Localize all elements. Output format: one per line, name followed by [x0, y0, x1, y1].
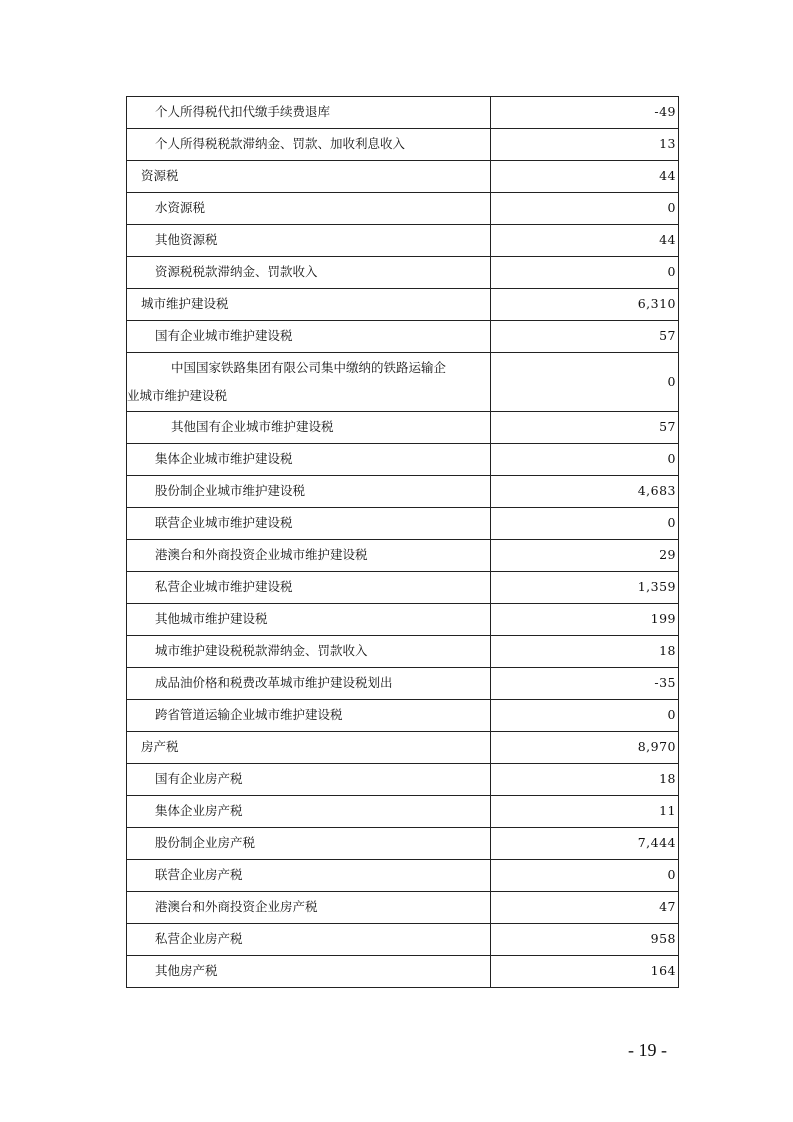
row-label: 港澳台和外商投资企业城市维护建设税	[127, 540, 491, 572]
row-value: 57	[491, 412, 679, 444]
row-value: 11	[491, 796, 679, 828]
row-value: 47	[491, 892, 679, 924]
row-value: 57	[491, 321, 679, 353]
row-value: 44	[491, 161, 679, 193]
row-value: 0	[491, 700, 679, 732]
row-label: 其他城市维护建设税	[127, 604, 491, 636]
row-label: 个人所得税代扣代缴手续费退库	[127, 97, 491, 129]
row-value: 44	[491, 225, 679, 257]
row-label: 私营企业房产税	[127, 924, 491, 956]
table-row	[127, 161, 679, 193]
table-row	[127, 321, 679, 353]
row-value: -35	[491, 668, 679, 700]
table-row	[127, 892, 679, 924]
row-value: 1,359	[491, 572, 679, 604]
row-value: 29	[491, 540, 679, 572]
table-row	[127, 353, 679, 412]
row-value: 0	[491, 257, 679, 289]
table-row	[127, 257, 679, 289]
row-label: 国有企业城市维护建设税	[127, 321, 491, 353]
table-row	[127, 732, 679, 764]
row-label: 水资源税	[127, 193, 491, 225]
row-label: 其他房产税	[127, 956, 491, 988]
row-value: -49	[491, 97, 679, 129]
table-row	[127, 289, 679, 321]
row-label: 房产税	[127, 732, 491, 764]
row-label: 其他资源税	[127, 225, 491, 257]
row-label: 资源税税款滞纳金、罚款收入	[127, 257, 491, 289]
table-row	[127, 476, 679, 508]
table-row	[127, 572, 679, 604]
row-label: 集体企业城市维护建设税	[127, 444, 491, 476]
row-label: 联营企业城市维护建设税	[127, 508, 491, 540]
row-label: 成品油价格和税费改革城市维护建设税划出	[127, 668, 491, 700]
row-value: 8,970	[491, 732, 679, 764]
table-row	[127, 444, 679, 476]
row-label: 港澳台和外商投资企业房产税	[127, 892, 491, 924]
row-label: 联营企业房产税	[127, 860, 491, 892]
row-label: 跨省管道运输企业城市维护建设税	[127, 700, 491, 732]
revenue-table	[126, 96, 679, 988]
row-value: 4,683	[491, 476, 679, 508]
row-label: 集体企业房产税	[127, 796, 491, 828]
table-row	[127, 796, 679, 828]
row-label: 个人所得税税款滞纳金、罚款、加收利息收入	[127, 129, 491, 161]
row-value: 0	[491, 193, 679, 225]
table-row	[127, 924, 679, 956]
row-label: 其他国有企业城市维护建设税	[127, 412, 491, 444]
table-row	[127, 193, 679, 225]
table-row	[127, 636, 679, 668]
row-label	[127, 353, 491, 412]
row-value: 199	[491, 604, 679, 636]
row-label: 资源税	[127, 161, 491, 193]
table-row	[127, 97, 679, 129]
row-label: 国有企业房产税	[127, 764, 491, 796]
table-row	[127, 860, 679, 892]
table-row	[127, 412, 679, 444]
row-label: 城市维护建设税税款滞纳金、罚款收入	[127, 636, 491, 668]
row-value: 958	[491, 924, 679, 956]
table-row	[127, 225, 679, 257]
row-value: 164	[491, 956, 679, 988]
table-row	[127, 508, 679, 540]
row-label: 股份制企业城市维护建设税	[127, 476, 491, 508]
row-value: 6,310	[491, 289, 679, 321]
table-row	[127, 540, 679, 572]
row-label-line1: 中国国家铁路集团有限公司集中缴纳的铁路运输企	[171, 360, 447, 375]
table-row	[127, 604, 679, 636]
table-row	[127, 700, 679, 732]
row-label-line2: 业城市维护建设税	[127, 388, 228, 403]
row-value: 7,444	[491, 828, 679, 860]
table-row	[127, 129, 679, 161]
row-value: 18	[491, 764, 679, 796]
row-label: 私营企业城市维护建设税	[127, 572, 491, 604]
row-value: 0	[491, 353, 679, 412]
table-row	[127, 956, 679, 988]
row-value: 18	[491, 636, 679, 668]
table-row	[127, 828, 679, 860]
table-row	[127, 668, 679, 700]
row-value: 0	[491, 444, 679, 476]
page-number: - 19 -	[628, 1040, 667, 1060]
row-value: 13	[491, 129, 679, 161]
table-row	[127, 764, 679, 796]
row-label: 股份制企业房产税	[127, 828, 491, 860]
row-value: 0	[491, 508, 679, 540]
row-value: 0	[491, 860, 679, 892]
row-label: 城市维护建设税	[127, 289, 491, 321]
